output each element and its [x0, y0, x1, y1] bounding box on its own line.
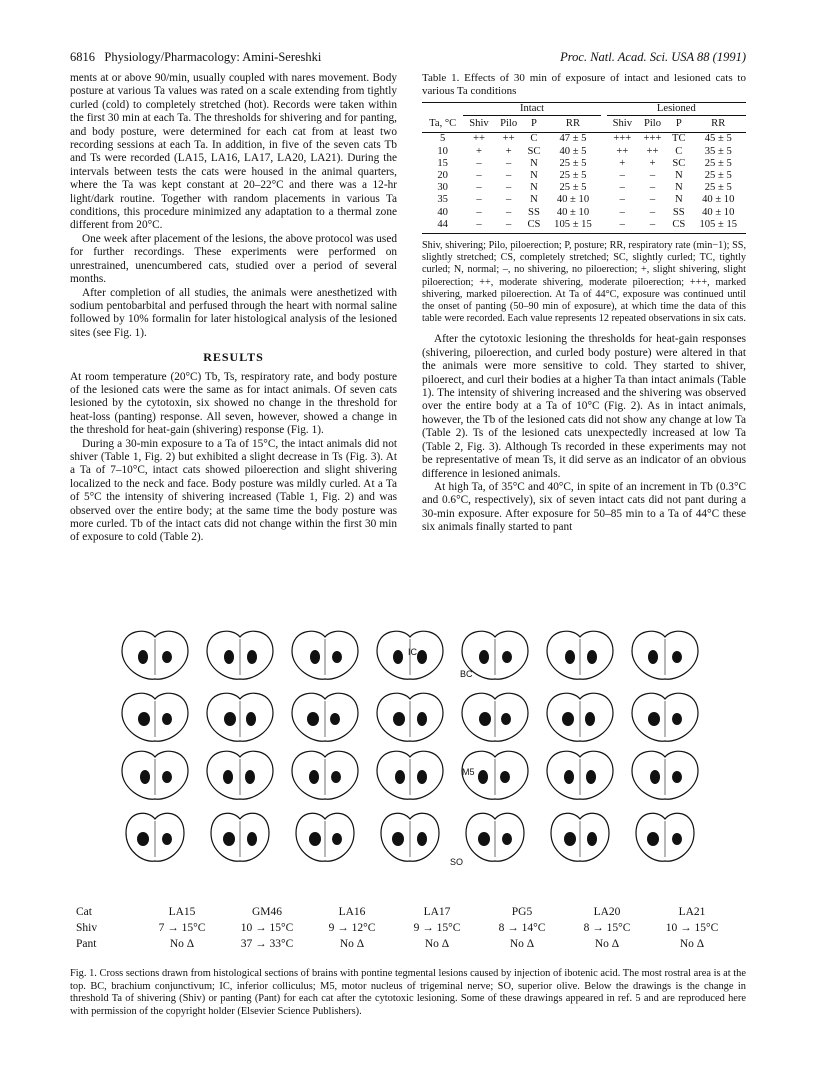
lesion-site [648, 712, 660, 726]
table-cell: + [505, 145, 512, 157]
lesion-site [647, 832, 659, 846]
lesion-site [162, 771, 172, 783]
col-header: RR [545, 116, 600, 133]
lesion-site [587, 832, 597, 846]
label-m5: M5 [462, 767, 475, 777]
lesion-site [224, 712, 236, 726]
lesion-site [417, 712, 427, 726]
lesion-site [247, 650, 257, 664]
table-caption: Table 1. Effects of 30 min of exposure of intact and lesioned cats to various Ta conditions [422, 72, 746, 97]
lesion-site [245, 770, 255, 784]
lesion-site [501, 713, 511, 725]
table-cell: +++ [613, 133, 632, 145]
table-cell: 40 ± 5 [559, 145, 587, 157]
lesion-site [417, 770, 427, 784]
lesion-site [648, 650, 658, 664]
lesion-site [393, 650, 403, 664]
table-cell: + [475, 145, 482, 157]
table-cell: ++ [616, 145, 629, 157]
shiv-threshold: 10 → 15°C [665, 922, 719, 934]
lesion-site [137, 832, 149, 846]
table-cell: 20 [437, 170, 448, 182]
table-cell: – [649, 194, 656, 206]
table-cell: N [530, 182, 538, 194]
lesion-site [332, 651, 342, 663]
pant-threshold: No Δ [509, 938, 535, 950]
cat-id: PG5 [511, 906, 533, 918]
table-cell: – [619, 182, 625, 194]
pant-threshold: No Δ [339, 938, 365, 950]
paragraph: One week after placement of the lesions, the above protocol was used for further recordings. These experiments were performed on unrestrained, unencumbered cats, studied over a period of several months. [70, 232, 397, 286]
pant-row [76, 937, 756, 953]
shiv-threshold: 9 → 15°C [413, 922, 461, 934]
table-cell: – [476, 206, 482, 218]
lesion-site [585, 712, 595, 726]
table-cell: SS [672, 206, 685, 218]
table-cell: 30 [437, 182, 448, 194]
col-header: P [667, 116, 690, 133]
table-cell: 105 ± 15 [545, 219, 600, 234]
table-cell: 40 ± 10 [702, 206, 735, 218]
table-cell: – [505, 194, 512, 206]
table-cell: N [674, 194, 683, 206]
table-body [422, 133, 746, 234]
header-journal: Proc. Natl. Acad. Sci. USA 88 (1991) [560, 50, 746, 64]
cat-id: LA21 [678, 906, 706, 918]
table-row [422, 207, 746, 219]
pant-threshold: No Δ [594, 938, 620, 950]
shiv-threshold: 8 → 15°C [583, 922, 631, 934]
table-cell: +++ [643, 133, 662, 145]
paragraph: At high Ta, of 35°C and 40°C, in spite of an increment in Tb (0.3°C and 0.6°C, respectively), six of seven intact cats did not pant during a 30-min exposure. After exposure for 50–85 min to a Ta of 44°C these six animals finally started to pant [422, 480, 746, 534]
col-header: Pilo [638, 116, 667, 133]
group-header-lesioned: Lesioned [607, 103, 746, 116]
lesion-site [162, 651, 172, 663]
table-cell: 25 ± 5 [559, 157, 587, 169]
table-cell: 40 [437, 206, 448, 218]
cat-id: LA17 [423, 906, 451, 918]
table-cell: ++ [646, 145, 659, 157]
paragraph: ments at or above 90/min, usually coupled with nares movement. Body posture at various Ta values was rated on a scale extending from tightly curled (cold) to completely stretched (hot). Records were taken within the first 30 min at each Ta. The thresholds for shivering and for panting, and body posture, were determined for each cat from at least two recording sessions at each Ta. In addition, in five of the seven cats Tb and Ts were recorded (LA15, LA16, LA17, LA20, LA21). During the intervals between tests the cats were housed in the animal quarters, where the Ta was kept constant at 20–22°C and there was a 12-hr light/dark routine. Together with random placements in various Ta conditions, this procedure minimized any adaptation to a thermal zone different from 20°C. [70, 72, 397, 232]
table-cell: – [649, 206, 656, 218]
table-cell: SC [672, 157, 686, 169]
shiv-threshold: 7 → 15°C [158, 922, 206, 934]
table-cell: 10 [437, 145, 448, 157]
table-cell: ++ [472, 133, 485, 145]
group-header-intact: Intact [463, 103, 600, 116]
lesion-site [332, 833, 342, 845]
table-cell: 25 ± 5 [559, 170, 587, 182]
table-row [422, 219, 746, 234]
col-header: Pilo [495, 116, 523, 133]
table-footnote: Shiv, shivering; Pilo, piloerection; P, posture; RR, respiratory rate (min−1); SS, slightly stretched; CS, completely stretched; SC, slightly curled; TC, tightly curled; N, normal; –, no shivering, no piloerection; +, slight shivering, slight piloerection; ++, moderate shivering, moderate piloerection; +++, marked shivering, marked piloerection. At Ta of 44°C, exposure was continued until the onset of panting (50–90 min of exposure), at which time the data of this table were recorded. Each value represents 12 repeated observations in six cats. [422, 240, 746, 325]
paragraph: During a 30-min exposure to a Ta of 15°C, the intact animals did not shiver (Table 1, Fig. 2) but exhibited a slight decrease in Ts (Fig. 3). At a Ta of 7–10°C, intact cats showed piloerection and slight shivering localized to the neck and face. Body posture was mildly curled. At a Ta of 5°C the intensity of shivering increased (Table 1, Fig. 2) and was observed over the entire body; at the same time the body posture was more curled. Tb of the intact cats did not change within the first 30 min of exposure to cold (Table 2). [70, 437, 397, 544]
shiv-threshold: 9 → 12°C [328, 922, 376, 934]
lesion-site [223, 832, 235, 846]
label-bc: BC [460, 669, 473, 679]
table-cell: 35 [437, 194, 448, 206]
figure-1-threshold-table [76, 905, 756, 953]
table-cell: + [649, 157, 656, 169]
paragraph: After the cytotoxic lesioning the thresholds for heat-gain responses (shivering, piloerection, and curled body posture) were altered in that the animals were more sensitive to cold. They started to shiver, piloerect, and curl their bodies at a higher Ta than intact animals (Table 1). The intensity of shivering increased and the shivering was observed over the entire body at a Ta of 10°C (Fig. 2). As in intact animals, however, the Tb of the lesioned cats did not show any change at low Ta (Table 2). Ts of the lesioned cats unexpectedly increased at low Ta (Table 2, Fig. 3). Although Ts recorded in these experiments may not be representative of mean Ts, it did serve as an indicator of an obvious difference in lesioned animals. [422, 333, 746, 480]
table-cell: C [675, 145, 683, 157]
table-cell: – [619, 194, 625, 206]
table-cell: – [505, 206, 512, 218]
lesion-site [586, 770, 596, 784]
table-cell: N [674, 170, 683, 182]
table-cell: N [530, 170, 538, 182]
brain-sections [110, 625, 750, 895]
lesion-site [562, 712, 574, 726]
table-1 [422, 102, 746, 234]
table-cell: N [530, 157, 538, 169]
figure-1-drawings [110, 625, 750, 895]
lesion-site [392, 832, 404, 846]
table-cell: 47 ± 5 [559, 133, 587, 145]
lesion-site [672, 771, 682, 783]
table-cell: 45 ± 5 [704, 133, 732, 145]
table-cell: C [530, 133, 538, 145]
table-row [422, 146, 746, 158]
lesion-site [478, 770, 488, 784]
lesion-site [309, 832, 321, 846]
lesion-site [162, 833, 172, 845]
row-label: Cat [76, 906, 92, 918]
table-cell: 40 ± 10 [702, 194, 735, 206]
table-row [422, 158, 746, 170]
lesion-site [138, 712, 150, 726]
table-cell: – [638, 219, 667, 234]
table-cell: – [619, 170, 625, 182]
table-cell: – [619, 206, 625, 218]
cat-row [76, 905, 756, 921]
lesion-site [310, 650, 320, 664]
pant-threshold: No Δ [424, 938, 450, 950]
left-column [70, 72, 397, 545]
shiv-threshold: 10 → 15°C [240, 922, 294, 934]
table-cell: 25 ± 5 [559, 182, 587, 194]
table-row [422, 133, 746, 146]
table-cell: – [476, 182, 482, 194]
running-header [70, 50, 746, 66]
lesion-site [500, 771, 510, 783]
lesion-site [650, 770, 660, 784]
lesion-site [138, 650, 148, 664]
table-cell: 105 ± 15 [691, 219, 747, 234]
table-cell: 15 [437, 157, 448, 169]
table-cell: 40 ± 10 [556, 194, 590, 206]
table-cell: – [476, 194, 482, 206]
lesion-site [162, 713, 172, 725]
lesion-site [479, 712, 491, 726]
pant-threshold: No Δ [679, 938, 705, 950]
cat-id: GM46 [251, 906, 283, 918]
table-row [422, 182, 746, 194]
lesion-site [247, 832, 257, 846]
figure-1-caption: Fig. 1. Cross sections drawn from histological sections of brains with pontine tegmental lesions caused by injection of ibotenic acid. The most rostral area is at the top. BC, brachium conjunctivum; IC, inferior colliculus; M5, motor nucleus of trigeminal nerve; SO, superior olive. Below the drawings is the change in threshold Ta of shivering (Shiv) or panting (Pant) for each cat after the cytotoxic lesioning. Some of these drawings appeared in ref. 5 and are reproduced here with permission of the copyright holder (Elsevier Science Publishers). [70, 968, 746, 1017]
pant-threshold: 37 → 33°C [240, 938, 294, 950]
table-cell: SC [527, 145, 541, 157]
table-cell: CS [523, 219, 546, 234]
table-cell: ++ [502, 133, 515, 145]
lesion-site [672, 713, 682, 725]
row-label: Shiv [76, 922, 98, 934]
lesion-site [246, 712, 256, 726]
table-cell: – [463, 219, 494, 234]
table-cell: SS [528, 206, 540, 218]
pant-threshold: No Δ [169, 938, 195, 950]
table-cell: – [607, 219, 638, 234]
table-cell: + [619, 157, 626, 169]
col-header: Shiv [607, 116, 638, 133]
paragraph: After completion of all studies, the animals were anesthetized with sodium pentobarbital and perfused through the heart with normal saline followed by 10% formalin for later histological analysis of the lesioned sites (see Fig. 1). [70, 286, 397, 339]
cat-id: LA16 [338, 906, 366, 918]
lesion-site [478, 832, 490, 846]
table-cell: – [649, 170, 656, 182]
lesion-site [307, 712, 319, 726]
table-cell: 5 [440, 133, 446, 145]
results-heading: RESULTS [203, 350, 264, 365]
col-header: Shiv [463, 116, 494, 133]
table-row [422, 194, 746, 206]
table-cell: – [476, 157, 482, 169]
table-cell: CS [667, 219, 690, 234]
cat-id: LA20 [593, 906, 621, 918]
row-label: Pant [76, 938, 97, 950]
table-cell: – [505, 157, 512, 169]
right-column [422, 72, 746, 535]
label-ic: IC [408, 647, 417, 657]
col-header: P [523, 116, 546, 133]
col-header: Ta, °C [422, 116, 463, 133]
table-cell: N [674, 182, 683, 194]
table-cell: 35 ± 5 [704, 145, 732, 157]
lesion-site [309, 770, 319, 784]
col-header: RR [691, 116, 747, 133]
table-cell: 25 ± 5 [704, 157, 732, 169]
lesion-site [330, 713, 340, 725]
lesion-site [417, 832, 427, 846]
lesion-site [395, 770, 405, 784]
table-cell: 44 [422, 219, 463, 234]
lesion-site [417, 650, 427, 664]
header-left: 6816 Physiology/Pharmacology: Amini-Sereshki [70, 50, 322, 64]
paragraph: At room temperature (20°C) Tb, Ts, respiratory rate, and body posture of the lesioned cats were the same as for intact animals. Of seven cats lesioned by the cytotoxin, six showed no change in the threshold for heat-loss (panting) response. All seven, however, showed a change in the threshold for heat-gain (shivering) response (Fig. 1). [70, 370, 397, 437]
lesion-site [564, 770, 574, 784]
table-cell: – [476, 170, 482, 182]
table-cell: TC [672, 133, 686, 145]
lesion-site [223, 770, 233, 784]
table-cell: 25 ± 5 [704, 170, 732, 182]
lesion-site [672, 651, 682, 663]
lesion-site [672, 833, 682, 845]
cat-id: LA15 [168, 906, 196, 918]
lesion-site [479, 650, 489, 664]
table-row [422, 170, 746, 182]
lesion-site [502, 651, 512, 663]
lesion-site [502, 833, 512, 845]
lesion-site [565, 650, 575, 664]
lesion-site [140, 770, 150, 784]
table-cell: – [649, 182, 656, 194]
lesion-site [224, 650, 234, 664]
table-cell: 25 ± 5 [704, 182, 732, 194]
table-cell: – [505, 182, 512, 194]
lesion-site [331, 771, 341, 783]
shiv-threshold: 8 → 14°C [498, 922, 546, 934]
lesion-site [564, 832, 576, 846]
shiv-row [76, 921, 756, 937]
lesion-site [587, 650, 597, 664]
table-cell: – [495, 219, 523, 234]
lesion-site [393, 712, 405, 726]
table-cell: – [505, 170, 512, 182]
table-cell: N [530, 194, 538, 206]
table-cell: 40 ± 10 [556, 206, 590, 218]
label-so: SO [450, 857, 464, 867]
